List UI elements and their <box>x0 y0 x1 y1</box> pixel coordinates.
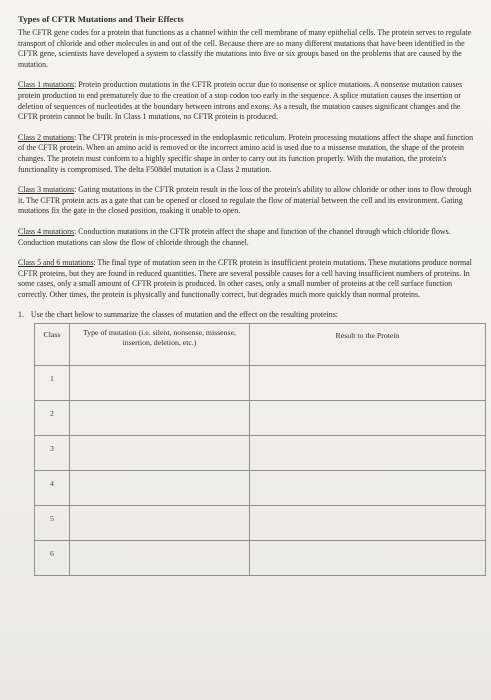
class-1-paragraph <box>18 80 479 122</box>
question-1 <box>18 310 479 319</box>
class-2-paragraph <box>18 133 479 175</box>
type-cell[interactable] <box>70 436 250 471</box>
table-row <box>35 436 486 471</box>
result-cell[interactable] <box>250 366 486 401</box>
class-4-text: : Conduction mutations in the CFTR protein affect the shape and function of the channel through which chloride flows. Conduction mutations can slow the flow of chloride through the channel. <box>18 226 451 247</box>
result-cell[interactable] <box>250 471 486 506</box>
header-class: Class <box>35 324 70 366</box>
row-class-number: 2 <box>35 401 70 436</box>
row-class-number: 1 <box>35 366 70 401</box>
class-3-heading: Class 3 mutations <box>18 185 75 195</box>
intro-paragraph: The CFTR gene codes for a protein that functions as a channel within the cell membrane of many epithelial cells. The protein serves to regulate transport of chloride and other molecules in and out of the cell. Because there are so many different mutations that have been identified in the CFTR gene, scientists have developed a system to classify the mutations into five or six groups based on the problems that are caused by the mutation. <box>18 28 472 69</box>
row-class-number: 4 <box>35 471 70 506</box>
class-5-6-paragraph <box>18 258 479 300</box>
type-cell[interactable] <box>70 541 250 576</box>
page-title: Types of CFTR Mutations and Their Effects <box>18 14 184 24</box>
class-3-paragraph <box>18 185 479 217</box>
result-cell[interactable] <box>250 506 486 541</box>
class-2-heading: Class 2 mutations <box>18 132 75 142</box>
class-1-heading: Class 1 mutations <box>18 80 75 90</box>
question-text: Use the chart below to summarize the classes of mutation and the effect on the resulting proteins: <box>30 310 338 320</box>
type-cell[interactable] <box>70 366 250 401</box>
result-cell[interactable] <box>250 436 486 471</box>
type-cell[interactable] <box>70 506 250 541</box>
table-row <box>35 401 486 436</box>
table-row <box>35 366 486 401</box>
class-4-heading: Class 4 mutations <box>18 226 75 236</box>
result-cell[interactable] <box>250 541 486 576</box>
header-type-of-mutation: Type of mutation (i.e. silent, nonsense, missense, insertion, deletion, etc.) <box>70 324 250 366</box>
class-4-paragraph <box>18 227 479 248</box>
question-number: 1. <box>18 310 24 320</box>
class-1-text: : Protein production mutations in the CFTR protein occur due to nonsense or splice mutations. A nonsense mutation causes protein production to end prematurely due to the creation of a stop codon too early in the sequence. A splice mutation causes the insertion or deletion of sequences of nucleotides at the boundary between introns and exons. As a result, the mutation causes significant changes and the CFTR protein cannot be built. In Class 1 mutations, no CFTR protein is produced. <box>18 80 463 122</box>
summary-table <box>34 323 486 576</box>
type-cell[interactable] <box>70 471 250 506</box>
class-5-6-text: : The final type of mutation seen in the CFTR protein is insufficient protein mutations. These mutations produce normal CFTR proteins, but they are found in reduced quantities. There are several possible causes for a cell having insufficient numbers of proteins. In some cases, only a small amount of CFTR protein is produced. In other cases, only a small number of proteins at the cell surface function correctly. Other times, the protein is physically and functionally correct, but degrades much more quickly than normal proteins. <box>18 258 472 299</box>
table-row <box>35 471 486 506</box>
result-cell[interactable] <box>250 401 486 436</box>
table-row <box>35 506 486 541</box>
row-class-number: 6 <box>35 541 70 576</box>
class-2-text: : The CFTR protein is mis-processed in the endoplasmic reticulum. Protein processing mutations affect the shape and function of the CFTR protein. When an amino acid is removed or the incorrect amino acid is used due to a missense mutation, the shape of the protein changes. The protein must conform to a highly specific shape in order to carry out its function properly. With the mutation, the protein's functionality is compromised. The delta F508del mutation is a Class 2 mutation. <box>18 132 474 174</box>
row-class-number: 3 <box>35 436 70 471</box>
class-3-text: : Gating mutations in the CFTR protein result in the loss of the protein's ability to allow chloride or other ions to flow through it. The CFTR protein acts as a gate that can be opened or closed to regulate the flow of material between the cell and its environment. Gating mutations fix the gate in the closed position, making it unable to open. <box>18 185 472 216</box>
row-class-number: 5 <box>35 506 70 541</box>
class-5-6-heading: Class 5 and 6 mutations <box>18 258 94 268</box>
header-result: Result to the Protein <box>250 324 486 366</box>
type-cell[interactable] <box>70 401 250 436</box>
table-header-row <box>35 324 486 366</box>
table-row <box>35 541 486 576</box>
